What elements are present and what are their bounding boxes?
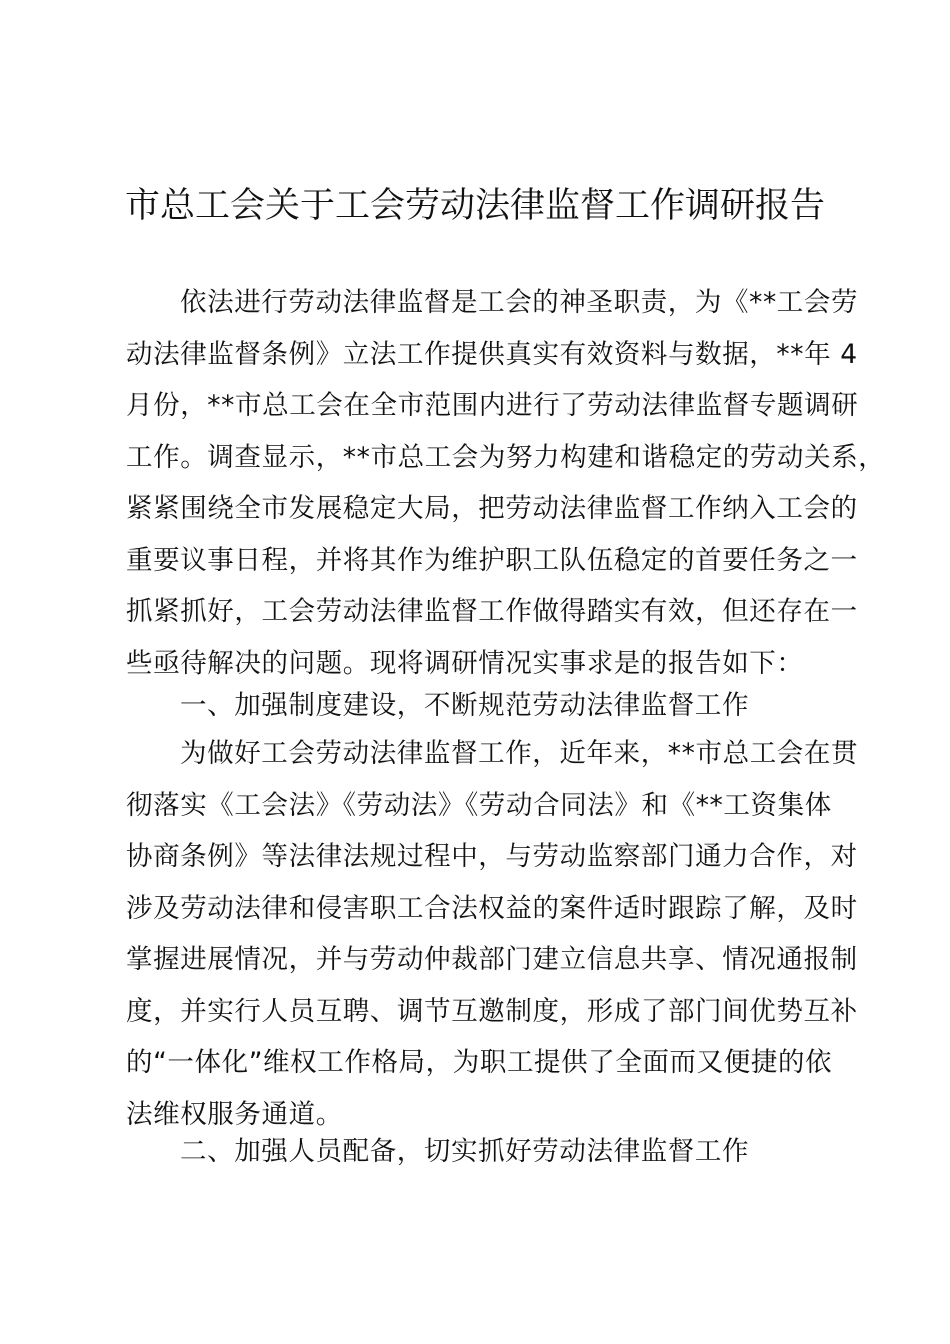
paragraph-line: 掌握进展情况，并与劳动仲裁部门建立信息共享、情况通报制 xyxy=(126,944,858,975)
paragraph-line: 度，并实行人员互聘、调节互邀制度，形成了部门间优势互补 xyxy=(126,995,858,1027)
paragraph-line: 协商条例》等法律法规过程中，与劳动监察部门通力合作，对 xyxy=(126,841,858,872)
paragraph-line: 依法进行劳动法律监督是工会的神圣职责，为《**工会劳 xyxy=(180,287,859,318)
paragraph-line: 紧紧围绕全市发展稳定大局，把劳动法律监督工作纳入工会的 xyxy=(126,493,858,524)
intro-paragraph xyxy=(126,277,886,689)
paragraph-line: 彻落实《工会法》《劳动法》《劳动合同法》和《**工资集体 xyxy=(126,789,832,821)
section-2-heading-block xyxy=(126,1126,834,1178)
section-1-heading-block xyxy=(126,680,834,732)
document-title: 市总工会关于工会劳动法律监督工作调研报告 xyxy=(124,186,825,226)
paragraph-line: 工作。调查显示，**市总工会为努力构建和谐稳定的劳动关系， xyxy=(126,441,886,473)
paragraph-line: 的“一体化”维权工作格局，为职工提供了全面而又便捷的依 xyxy=(126,1047,833,1078)
paragraph-line: 些亟待解决的问题。现将调研情况实事求是的报告如下： xyxy=(126,647,804,679)
paragraph-line: 抓紧抓好，工会劳动法律监督工作做得踏实有效，但还存在一 xyxy=(126,596,858,627)
section-heading: 二、加强人员配备，切实抓好劳动法律监督工作 xyxy=(180,1136,750,1167)
paragraph-line: 动法律监督条例》立法工作提供真实有效资料与数据，**年 4 xyxy=(126,338,858,370)
paragraph-line: 月份，**市总工会在全市范围内进行了劳动法律监督专题调研 xyxy=(126,390,859,421)
paragraph-line: 为做好工会劳动法律监督工作，近年来，**市总工会在贯 xyxy=(180,738,859,769)
paragraph-line: 涉及劳动法律和侵害职工合法权益的案件适时跟踪了解，及时 xyxy=(126,892,858,924)
section-1-paragraph xyxy=(126,728,859,1140)
paragraph-line: 重要议事日程，并将其作为维护职工队伍稳定的首要任务之一 xyxy=(126,544,858,576)
paragraph-line: 法维权服务通道。 xyxy=(126,1098,343,1130)
section-heading: 一、加强制度建设，不断规范劳动法律监督工作 xyxy=(180,690,750,721)
